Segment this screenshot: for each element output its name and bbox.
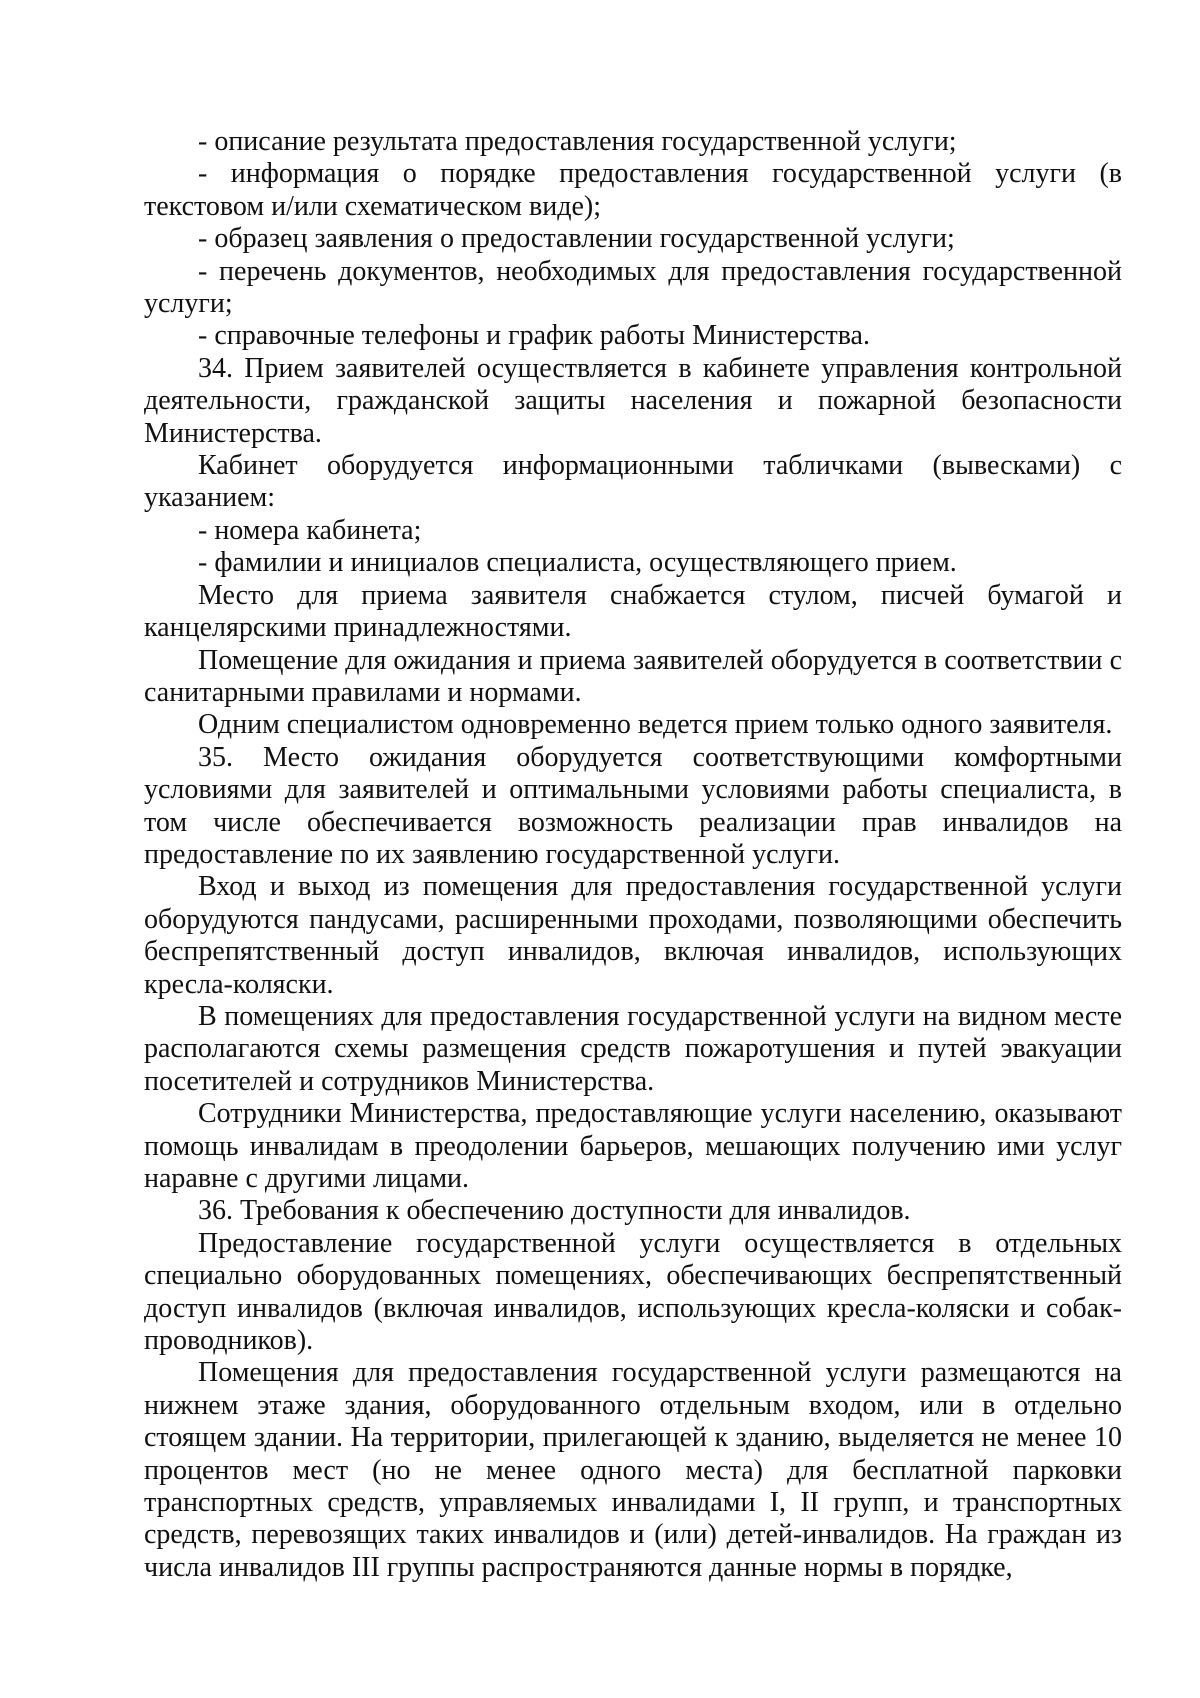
paragraph-cabinet-number: - номера кабинета; <box>198 514 422 546</box>
paragraph-procedure-info: - информация о порядке предоставления государственной услуги (в текстовом и/или схематическом виде); <box>144 158 1122 222</box>
paragraph-phones-schedule: - справочные телефоны и график работы Министерства. <box>198 320 870 352</box>
paragraph-parking: Помещения для предоставления государственной услуги размещаются на нижнем этаже здания, оборудованного отдельным входом, или в отдельно стоящем здании. На территории, прилегающей к зданию, выделяется не менее 10 процентов мест (но не менее одного места) для бесплатной парковки транспортных средств, управляемых инвалидами I, II групп, и транспортных средств, перевозящих таких инвалидов и (или) детей-инвалидов. На граждан из числа инвалидов III группы распространяются данные нормы в порядке, <box>144 1357 1122 1583</box>
paragraph-accessible-rooms: Предоставление государственной услуги осуществляется в отдельных специально оборудованных помещениях, обеспечивающих беспрепятственный доступ инвалидов (включая инвалидов, использующих кресла-коляски и собак-проводников). <box>144 1227 1122 1357</box>
paragraph-item-36: 36. Требования к обеспечению доступности для инвалидов. <box>198 1195 911 1227</box>
paragraph-one-applicant: Одним специалистом одновременно ведется прием только одного заявителя. <box>198 709 1113 741</box>
paragraph-application-sample: - образец заявления о предоставлении государственной услуги; <box>198 223 955 255</box>
paragraph-item-35: 35. Место ожидания оборудуется соответствующими комфортными условиями для заявителей и оптимальными условиями работы специалиста, в том числе обеспечивается возможность реализации прав инвалидов на предоставление по их заявлению государственной услуги. <box>144 741 1122 870</box>
paragraph-documents-list: - перечень документов, необходимых для предоставления государственной услуги; <box>144 255 1122 320</box>
paragraph-entrance-ramps: Вход и выход из помещения для предоставления государственной услуги оборудуются пандусами, расширенными проходами, позволяющими обеспечить беспрепятственный доступ инвалидов, включая инвалидов, использующих кресла-коляски. <box>144 871 1122 1000</box>
paragraph-result-description: - описание результата предоставления государственной услуги; <box>198 126 957 157</box>
paragraph-reception-place: Место для приема заявителя снабжается стулом, писчей бумагой и канцелярскими принадлежностями. <box>144 579 1122 644</box>
paragraph-item-34: 34. Прием заявителей осуществляется в кабинете управления контрольной деятельности, гражданской защиты населения и пожарной безопасности Министерства. <box>144 352 1122 449</box>
paragraph-specialist-name: - фамилии и инициалов специалиста, осуществляющего прием. <box>198 547 957 579</box>
document-page <box>144 126 1122 1584</box>
paragraph-waiting-room: Помещение для ожидания и приема заявителей оборудуется в соответствии с санитарными правилами и нормами. <box>144 644 1122 708</box>
paragraph-staff-assistance: Сотрудники Министерства, предоставляющие услуги населению, оказывают помощь инвалидам в преодолении барьеров, мешающих получению ими услуг наравне с другими лицами. <box>144 1098 1122 1194</box>
paragraph-evacuation-schemes: В помещениях для предоставления государственной услуги на видном месте располагаются схемы размещения средств пожаротушения и путей эвакуации посетителей и сотрудников Министерства. <box>144 1000 1122 1097</box>
paragraph-cabinet-signs: Кабинет оборудуется информационными табличками (вывесками) с указанием: <box>144 450 1122 514</box>
